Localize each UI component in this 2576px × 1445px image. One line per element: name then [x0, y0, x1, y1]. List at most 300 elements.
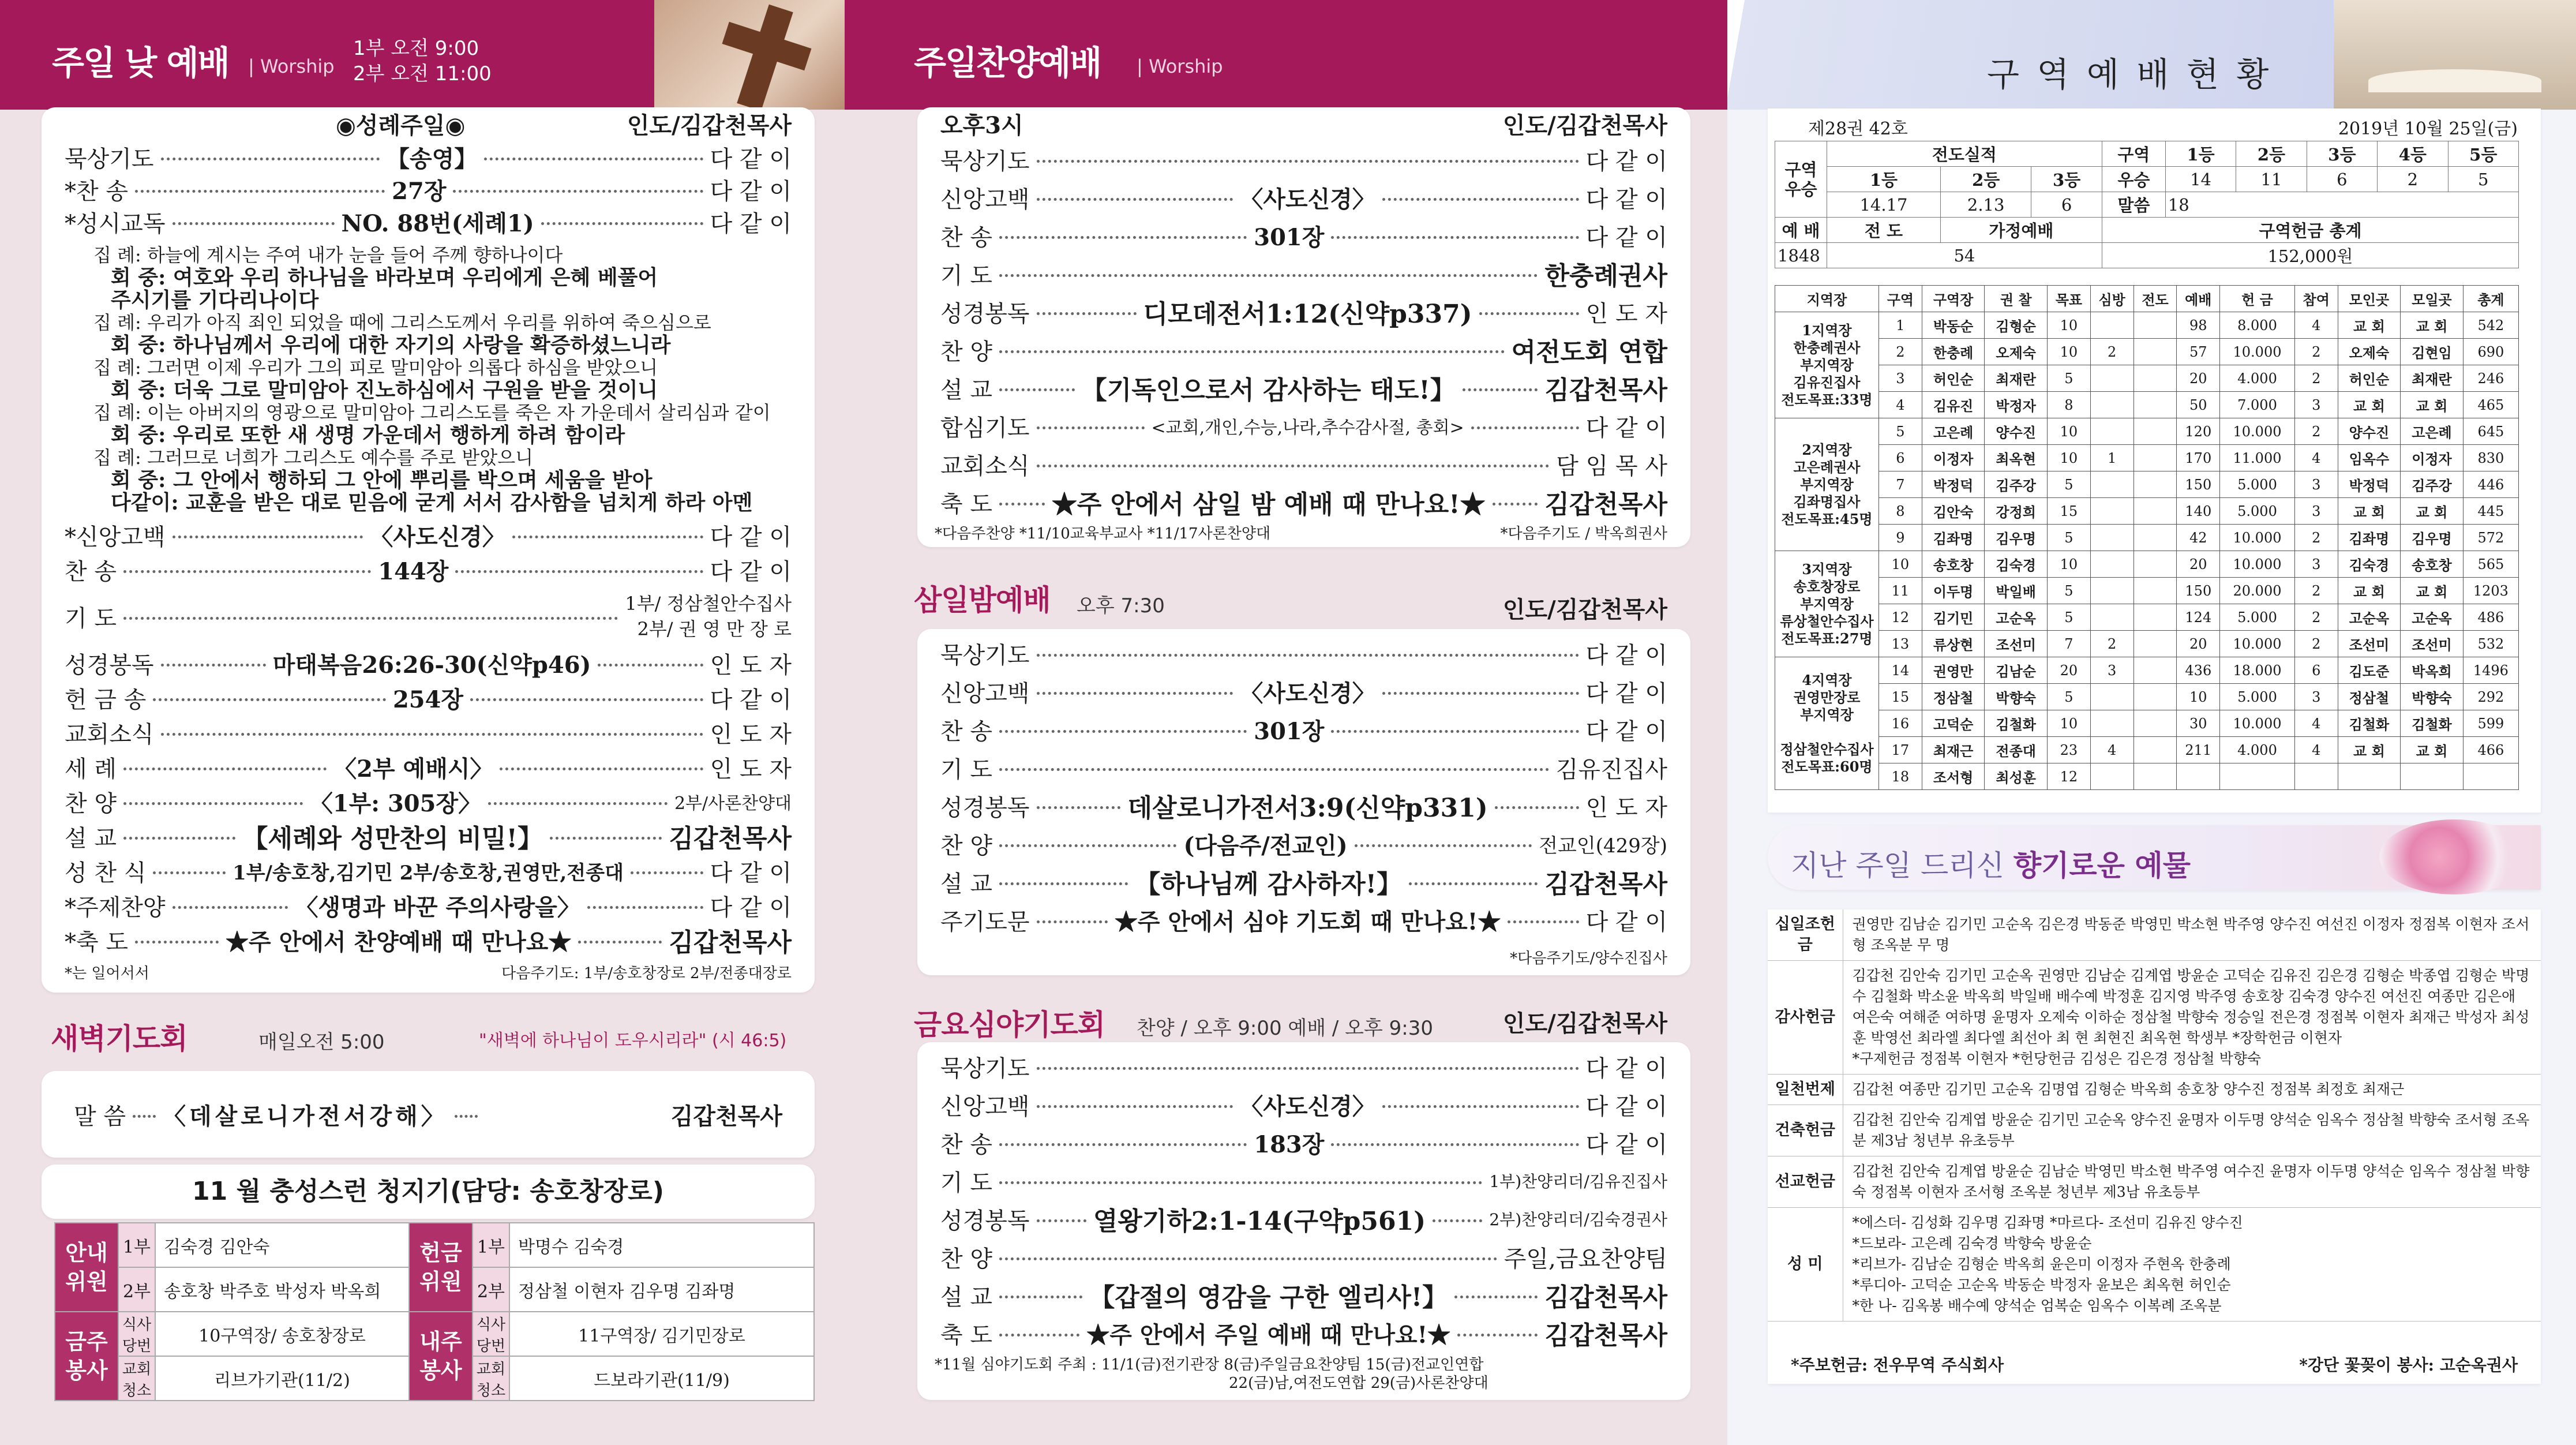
speaker: 집 례:	[93, 244, 147, 266]
table-cell: 1	[1879, 312, 1922, 339]
leader-dots	[1037, 650, 1579, 657]
table-cell: 박향숙	[2401, 684, 2463, 710]
offering-row	[1768, 1075, 2541, 1105]
table-cell: 12	[2047, 763, 2090, 790]
table-cell: 송호창	[2401, 551, 2463, 578]
wednesday-worship-title: 삼일밤예배	[914, 583, 1051, 617]
cell: 1등	[1827, 167, 1941, 192]
row-label: *성시교독	[65, 210, 166, 237]
leader-dots	[173, 531, 363, 538]
table-row	[1775, 365, 2519, 392]
table-cell: 7.000	[2220, 392, 2295, 418]
order-row	[42, 587, 815, 645]
order-row	[917, 255, 1690, 292]
footnote-row	[65, 961, 792, 983]
table-cell: 5.000	[2220, 604, 2295, 631]
table-cell: 박정자	[1985, 392, 2048, 418]
table-cell: 8	[1879, 498, 1922, 525]
cell: 리브가기관(11/2)	[155, 1356, 409, 1401]
table-cell: 권영만	[1922, 657, 1985, 684]
responsive-reading-line	[93, 401, 792, 424]
row-content: 데살로니가전서3:9(신약p331)	[1127, 793, 1488, 823]
table-cell: 3	[2294, 498, 2338, 525]
dawn-prayer-title: 새벽기도회	[51, 1022, 188, 1055]
row-label: 축 도	[940, 1322, 992, 1349]
cell: 2등	[1940, 167, 2031, 192]
order-row	[42, 518, 815, 552]
table-cell: 고순옥	[2401, 604, 2463, 631]
cell: 14	[2165, 167, 2236, 192]
table-cell	[2090, 525, 2133, 551]
table-cell: 김현임	[2401, 339, 2463, 365]
table-cell: 박옥희	[2401, 657, 2463, 684]
table-row	[1775, 737, 2519, 763]
table-cell	[2177, 763, 2220, 790]
order-row	[917, 635, 1690, 672]
leader-dots	[999, 878, 1128, 885]
table-cell	[2220, 763, 2295, 790]
row-person: 다 같 이	[1585, 148, 1667, 175]
reading-text: 교훈을 받은 대로 믿음에 굳게 서서 감사함을 넘치게 하라 아멘	[186, 491, 753, 515]
cell: 1848	[1775, 243, 1827, 268]
wednesday-leader-row	[917, 594, 1690, 621]
row-person: 다 같 이	[1585, 186, 1668, 213]
leader-dots	[550, 833, 662, 840]
table-cell: 최재란	[2401, 365, 2463, 392]
table-cell: 20	[2047, 657, 2090, 684]
leader-dots	[1382, 194, 1579, 201]
table-cell: 572	[2463, 525, 2518, 551]
table-cell: 김안숙	[1922, 498, 1985, 525]
table-cell: 6	[2294, 657, 2338, 684]
offering-names: 김갑천 김안숙 김계엽 방윤순 김기민 고순옥 양수진 윤명자 이두명 양석순 임옥수 정삼철 박향숙 조서형 조옥분 제3남 청년부 유초등부	[1843, 1105, 2541, 1156]
table-cell: 박향숙	[1985, 684, 2048, 710]
cell-group-table	[1775, 285, 2519, 790]
table-cell: 10	[2047, 339, 2090, 365]
order-row	[917, 331, 1690, 368]
leader-dots	[1479, 308, 1579, 315]
dawn-prayer-card	[42, 1071, 815, 1158]
district-leader-cell: 3지역장 송호창장로 부지역장 류상철안수집사 전도목표:27명	[1775, 551, 1879, 657]
order-row	[917, 863, 1690, 900]
table-cell: 30	[2177, 710, 2220, 737]
offering-title-b: 향기로운 예물	[2013, 849, 2191, 882]
leader-dots	[999, 1253, 1497, 1260]
row-person: 김갑천목사	[1544, 376, 1667, 405]
table-cell: 오제숙	[1985, 339, 2048, 365]
leader-dots	[161, 660, 266, 667]
leader-dots	[999, 1177, 1482, 1184]
table-cell: 조선미	[1985, 631, 2048, 657]
table-cell: 김좌명	[2338, 525, 2401, 551]
offering-banner	[1768, 825, 2541, 890]
row-person: 인 도 자	[710, 721, 792, 748]
offering-type: 선교헌금	[1768, 1156, 1843, 1208]
order-row	[917, 141, 1690, 178]
leader-dots	[1037, 802, 1121, 809]
table-cell: 교 회	[2338, 737, 2401, 763]
table-cell: 4	[2090, 737, 2133, 763]
table-cell: 10.000	[2220, 631, 2295, 657]
offering-row	[1768, 1105, 2541, 1156]
table-cell: 10	[1879, 551, 1922, 578]
row-person: 김갑천목사	[669, 824, 792, 853]
banner-praise-worship	[845, 0, 1727, 110]
row-content: 【세례와 성만찬의 비밀!】	[242, 824, 543, 853]
table-cell: 7	[2047, 631, 2090, 657]
table-cell: 10	[2177, 684, 2220, 710]
order-row	[42, 854, 815, 888]
cell: 3등	[2307, 141, 2377, 167]
table-cell: 2	[2294, 631, 2338, 657]
wednesday-worship-card	[917, 629, 1690, 975]
steward-title: 11 월 충성스런 청지기(담당: 송호창장로)	[42, 1165, 815, 1219]
table-cell: 김주강	[2401, 471, 2463, 498]
table-cell: 830	[2463, 445, 2518, 471]
district-leader-cell: 4지역장 권영만장로 부지역장 정삼철안수집사 전도목표:60명	[1775, 657, 1879, 790]
row-person: 다 같 이	[710, 178, 792, 205]
table-row	[1775, 392, 2519, 418]
row-content: 【기독인으로서 감사하는 태도!】	[1081, 376, 1456, 405]
friday-prayer-card	[917, 1042, 1690, 1400]
row-content: 183장	[1254, 1130, 1325, 1158]
leader-dots	[123, 798, 303, 805]
table-cell	[2401, 763, 2463, 790]
cell: 11구역장/ 김기민장로	[509, 1312, 814, 1356]
order-row	[917, 1238, 1690, 1275]
district-leader-cell: 2지역장 고은례권사 부지역장 김좌명집사 전도목표:45명	[1775, 418, 1879, 551]
speaker: 다같이:	[111, 491, 186, 515]
leader-dots	[1355, 840, 1532, 847]
leader-dots	[1495, 802, 1579, 809]
table-cell	[2133, 578, 2177, 604]
table-cell: 5.000	[2220, 498, 2295, 525]
section-title: 주일찬양예배	[914, 43, 1101, 83]
reading-text: 여호와 우리 하나님을 바라보며 우리에게 은혜 베풀어	[173, 266, 658, 290]
leader-dots	[153, 694, 386, 701]
table-cell: 교 회	[2401, 312, 2463, 339]
table-cell: 10.000	[2220, 339, 2295, 365]
table-cell: 박정덕	[1922, 471, 1985, 498]
leader-dots	[512, 531, 703, 538]
cell: 정삼철 이현자 김우명 김좌명	[509, 1267, 814, 1312]
table-cell	[2133, 604, 2177, 631]
friday-host-note-2: 22(금)남,여전도연합 29(금)사론찬양대	[1229, 1375, 1488, 1392]
table-cell: 15	[1879, 684, 1922, 710]
row-label: 교회소식	[940, 452, 1030, 480]
table-row	[1775, 631, 2519, 657]
cross-photo	[654, 0, 845, 110]
row-content: 【송영】	[386, 145, 478, 173]
row-person: 다 같 이	[710, 894, 792, 921]
cell-report-card	[1768, 108, 2541, 813]
column-header: 구역	[1879, 286, 1922, 312]
cell: 14.17	[1827, 192, 1941, 218]
leader-dots	[1037, 156, 1579, 163]
section-title: 주일 낮 예배	[52, 43, 229, 83]
reading-text: 이는 아버지의 영광으로 말미암아 그리스도를 죽은 자 가운데서 살리심과 같이	[147, 402, 771, 424]
offering-type: 십일조헌금	[1768, 909, 1843, 961]
row-content: 열왕기하2:1-14(구약p561)	[1093, 1207, 1426, 1236]
order-row	[42, 646, 815, 680]
speaker: 회 중:	[111, 334, 173, 357]
order-row	[42, 923, 815, 957]
row-content: 〈생명과 바꾼 주의사랑을〉	[295, 893, 580, 921]
table-cell: 고덕순	[1922, 710, 1985, 737]
table-cell: 599	[2463, 710, 2518, 737]
sunday-praise-panel	[845, 0, 1727, 1445]
order-row	[917, 484, 1690, 521]
column-header: 권 찰	[1985, 286, 2048, 312]
cell: 6	[2307, 167, 2377, 192]
table-cell: 10	[2047, 418, 2090, 445]
time-second-service: 2부 오전 11:00	[353, 62, 492, 85]
responsive-reading-line	[111, 469, 792, 492]
row-label: 신앙고백	[940, 186, 1030, 213]
leader-dots	[999, 840, 1176, 847]
table-cell: 고순옥	[1985, 604, 2048, 631]
row-label: 세 례	[65, 755, 117, 783]
leader-dots	[123, 833, 235, 840]
leader-dots	[578, 937, 662, 944]
cell: 1부	[118, 1223, 155, 1267]
row-label: 찬 양	[940, 1245, 992, 1272]
row-content: 〈사도신경〉	[370, 523, 505, 551]
leader-dots	[1037, 461, 1550, 467]
table-cell: 김숙경	[1985, 551, 2048, 578]
table-cell: 10.000	[2220, 525, 2295, 551]
table-cell: 20	[2177, 365, 2220, 392]
table-cell: 1203	[2463, 578, 2518, 604]
cell: 6	[2031, 192, 2102, 218]
table-cell: 5	[2047, 578, 2090, 604]
table-cell: 류상현	[1922, 631, 1985, 657]
summary-table	[1775, 141, 2519, 268]
leader-dots	[470, 694, 703, 701]
row-label: 기 도	[940, 262, 992, 289]
cell: 송호창 박주호 박성자 박옥희	[155, 1267, 409, 1312]
table-cell: 김철화	[2338, 710, 2401, 737]
row-person: 김갑천목사	[1544, 870, 1668, 899]
table-cell: 김형순	[1985, 312, 2048, 339]
leader-dots	[453, 186, 703, 193]
table-cell: 김철화	[1985, 710, 2048, 737]
row-label: 신앙고백	[940, 680, 1030, 707]
row-person: 인 도 자	[1585, 300, 1668, 327]
row-person: 김갑천목사	[669, 928, 792, 957]
responsive-reading-line	[111, 289, 792, 312]
cell: 김숙경 김안숙	[155, 1223, 409, 1267]
table-cell: 박일배	[1985, 578, 2048, 604]
table-cell: 고은례	[1922, 418, 1985, 445]
table-cell: 허인순	[1922, 365, 1985, 392]
responsive-reading-line	[93, 356, 792, 379]
table-cell	[2133, 339, 2177, 365]
leader-dots	[1037, 1063, 1579, 1070]
leader-dots	[484, 154, 703, 160]
row-content: 27장	[392, 177, 447, 205]
table-cell: 8.000	[2220, 312, 2295, 339]
table-cell: 최재근	[1922, 737, 1985, 763]
table-cell: 446	[2463, 471, 2518, 498]
cell: 2등	[2236, 141, 2307, 167]
table-cell	[2133, 392, 2177, 418]
cell: 가정예배	[1940, 218, 2102, 243]
communion-sunday-label: ◉성례주일◉	[336, 111, 466, 139]
cell: 전 도	[1827, 218, 1941, 243]
leader-dots	[455, 1111, 478, 1118]
row-content: 〈2부 예배시〉	[333, 755, 493, 783]
row-label: 축 도	[940, 491, 992, 518]
table-cell: 246	[2463, 365, 2518, 392]
row-label: *주제찬양	[65, 894, 166, 921]
cell: 11	[2236, 167, 2307, 192]
column-header: 전도	[2133, 286, 2177, 312]
row-person: 다 같 이	[1585, 1093, 1668, 1120]
table-cell: 교 회	[2338, 312, 2401, 339]
leader-dots	[999, 1330, 1079, 1337]
responsive-reading-line	[111, 266, 792, 290]
leader-dots	[1331, 726, 1578, 733]
table-cell: 김우명	[1985, 525, 2048, 551]
order-row	[42, 681, 815, 714]
row-person: 다 같 이	[1585, 718, 1667, 745]
leader-dots	[1454, 1291, 1538, 1298]
dawn-sermon-row	[42, 1097, 815, 1132]
leader-dots	[1037, 194, 1233, 201]
table-header-row	[1775, 286, 2519, 312]
leader-dots	[123, 566, 371, 573]
speaker: 집 례:	[93, 402, 147, 424]
table-cell: 10	[2047, 312, 2090, 339]
leader-dots	[1471, 422, 1579, 429]
row-label: 묵상기도	[65, 145, 154, 173]
table-cell: 6	[1879, 445, 1922, 471]
order-row	[917, 1315, 1690, 1352]
table-cell: 20	[2177, 551, 2220, 578]
row-label: 찬 송	[940, 1131, 992, 1158]
table-cell: 20	[2177, 631, 2220, 657]
table-row	[1775, 551, 2519, 578]
offering-names: 김갑천 여종만 김기민 고순옥 김명엽 김형순 박옥희 송호창 양수진 정점복 최정호 최재근	[1843, 1075, 2541, 1105]
table-row	[1775, 339, 2519, 365]
table-cell	[2090, 392, 2133, 418]
table-cell: 1496	[2463, 657, 2518, 684]
table-cell: 교 회	[2338, 578, 2401, 604]
table-cell: 전종대	[1985, 737, 2048, 763]
table-cell: 박정덕	[2338, 471, 2401, 498]
table-cell: 정삼철	[2338, 684, 2401, 710]
table-cell: 2	[2294, 339, 2338, 365]
offering-row	[1768, 1208, 2541, 1322]
row-label: *축 도	[65, 929, 128, 956]
cell: 전도실적	[1827, 141, 2102, 167]
reading-text: 우리로 또한 새 생명 가운데서 행하게 하려 함이라	[173, 424, 625, 447]
table-row	[1775, 684, 2519, 710]
row-label: 설 교	[940, 870, 992, 897]
row-person: 김갑천목사	[1544, 1321, 1667, 1350]
cell: 10구역장/ 송호창장로	[155, 1312, 409, 1356]
row-person: 다 같 이	[1585, 680, 1668, 707]
table-cell	[2090, 763, 2133, 790]
table-cell: 645	[2463, 418, 2518, 445]
row-label: 찬 송	[65, 558, 117, 585]
row-content: ★주 안에서 삼일 밤 예배 때 만나요!★	[1051, 490, 1486, 519]
table-cell: 박동순	[1922, 312, 1985, 339]
speaker: 회 중:	[111, 379, 173, 402]
row-person	[625, 591, 792, 642]
table-cell: 고순옥	[2338, 604, 2401, 631]
cell: 식사당번	[473, 1312, 509, 1356]
table-cell: 2	[2294, 418, 2338, 445]
column-header: 구역장	[1922, 286, 1985, 312]
praise-header-row	[917, 107, 1690, 140]
reading-text: 그러면 이제 우리가 그의 피로 말미암아 의롭다 하심을 받았으니	[147, 357, 658, 379]
leader-dots	[1331, 232, 1578, 239]
worship-header-row	[42, 107, 815, 140]
order-row	[42, 785, 815, 818]
sunday-day-worship-panel	[0, 0, 845, 1445]
offering-type: 성 미	[1768, 1208, 1843, 1322]
table-cell: 김숙경	[2338, 551, 2401, 578]
cell: 드보라기관(11/9)	[509, 1356, 814, 1401]
table-cell: 조서형	[1922, 763, 1985, 790]
order-of-worship-card	[42, 107, 815, 993]
row-label: 찬 양	[940, 832, 992, 859]
next-week-prayer-note: 다음주기도: 1부/송호창장로 2부/전종대장로	[501, 965, 792, 982]
table-cell: 3	[1879, 365, 1922, 392]
leader-label: 인도/김갑천목사	[1502, 596, 1667, 621]
table-cell: 임옥수	[2338, 445, 2401, 471]
table-cell: 150	[2177, 471, 2220, 498]
table-cell: 16	[1879, 710, 1922, 737]
row-content: ★주 안에서 찬양예배 때 만나요★	[226, 928, 572, 956]
leader-dots	[1331, 1139, 1578, 1146]
table-cell: 4.000	[2220, 737, 2295, 763]
service-time	[353, 36, 492, 87]
leader-dots	[1457, 1330, 1538, 1337]
table-cell: 10.000	[2220, 418, 2295, 445]
column-header: 참여	[2294, 286, 2338, 312]
row-content: 〈사도신경〉	[1240, 185, 1375, 213]
order-row	[917, 825, 1690, 862]
table-cell	[2090, 418, 2133, 445]
order-row	[917, 446, 1690, 482]
leader-dots	[587, 902, 703, 909]
responsive-reading-line	[111, 491, 792, 515]
column-header: 목표	[2047, 286, 2090, 312]
responsive-reading-line	[111, 379, 792, 402]
leader-dots	[999, 764, 1549, 771]
responsive-reading-line	[93, 446, 792, 469]
table-cell: 9	[1879, 525, 1922, 551]
table-cell	[2133, 365, 2177, 392]
district-leader-cell: 1지역장 한충례권사 부지역장 김유진집사 전도목표:33명	[1775, 312, 1879, 418]
row-label: 찬 양	[65, 790, 117, 817]
leader-dots	[631, 867, 703, 874]
table-cell: 445	[2463, 498, 2518, 525]
leader-dots	[999, 726, 1247, 733]
table-cell: 2	[2090, 631, 2133, 657]
table-cell: 486	[2463, 604, 2518, 631]
table-cell: 양수진	[1985, 418, 2048, 445]
cell: 54	[1827, 243, 2102, 268]
responsive-reading-line	[93, 311, 792, 334]
leader-dots	[541, 218, 703, 225]
leader-dots	[173, 218, 335, 225]
offering-names: 권영만 김남순 김기민 고순옥 김은경 박동준 박영민 박소현 박주영 양수진 여선진 이정자 정점복 이현자 조서형 조옥분 무 명	[1843, 909, 2541, 961]
table-cell: 17	[1879, 737, 1922, 763]
